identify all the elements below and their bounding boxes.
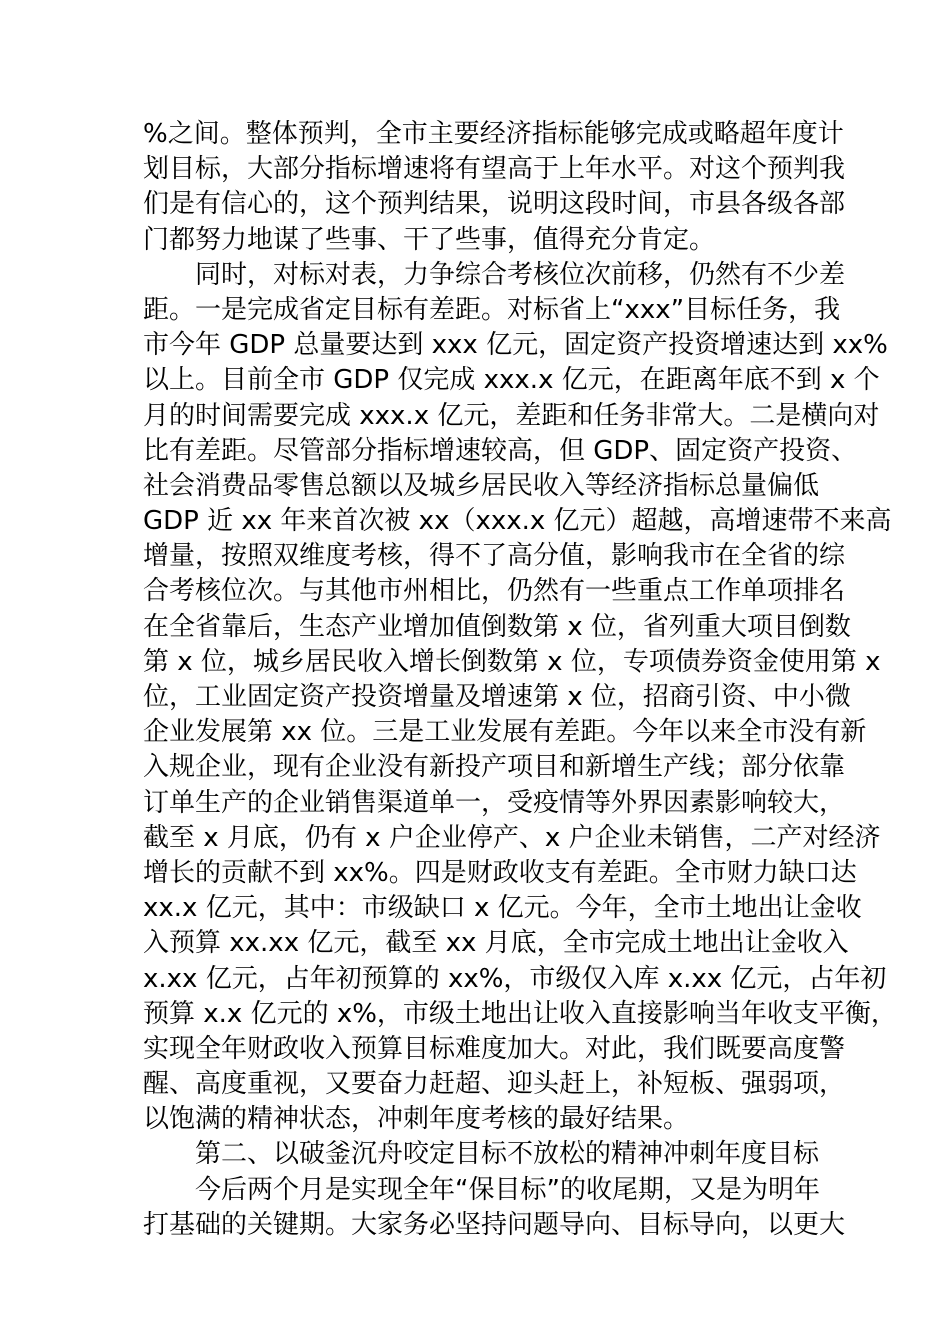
text-line: 们是有信心的，这个预判结果，说明这段时间，市县各级各部: [143, 189, 846, 220]
text-line: 醒、高度重视，又要奋力赶超、迎头赶上，补短板、强弱项，: [143, 1069, 846, 1100]
text-line: 增量，按照双维度考核，得不了高分值，影响我市在全省的综: [143, 541, 846, 572]
text-line: 入规企业，现有企业没有新投产项目和新增生产线；部分依靠: [143, 752, 846, 783]
text-line: 在全省靠后，生态产业增加值倒数第 x 位，省列重大项目倒数: [143, 611, 851, 642]
text-line: GDP 近 xx 年来首次被 xx（xxx.x 亿元）超越，高增速带不来高: [143, 506, 892, 537]
text-line: 比有差距。尽管部分指标增速较高，但 GDP、固定资产投资、: [143, 435, 858, 466]
paragraph-start-line: 今后两个月是实现全年“保目标”的收尾期，又是为明年: [143, 1174, 820, 1205]
text-line: 以上。目前全市 GDP 仅完成 xxx.x 亿元，在距离年底不到 x 个: [143, 365, 880, 396]
text-line: 企业发展第 xx 位。三是工业发展有差距。今年以来全市没有新: [143, 717, 867, 748]
text-line: 市今年 GDP 总量要达到 xxx 亿元，固定资产投资增速达到 xx%: [143, 330, 888, 361]
text-line: 社会消费品零售总额以及城乡居民收入等经济指标总量偏低: [143, 470, 820, 501]
text-line: 划目标，大部分指标增速将有望高于上年水平。对这个预判我: [143, 154, 846, 185]
text-line: 第 x 位，城乡居民收入增长倒数第 x 位，专项债券资金使用第 x: [143, 646, 881, 677]
text-line: xx.x 亿元，其中：市级缺口 x 亿元。今年，全市土地出让金收: [143, 893, 862, 924]
text-line: x.xx 亿元，占年初预算的 xx%，市级仅入库 x.xx 亿元，占年初: [143, 963, 887, 994]
text-line: 位，工业固定资产投资增量及增速第 x 位，招商引资、中小微: [143, 682, 851, 712]
body-text: [143, 117, 897, 1243]
section-heading: 第二、以破釜沉舟咬定目标不放松的精神冲刺年度目标: [143, 1139, 820, 1170]
text-line: 增长的贡献不到 xx%。四是财政收支有差距。全市财力缺口达: [143, 857, 857, 888]
text-line: 实现全年财政收入预算目标难度加大。对此，我们既要高度警: [143, 1033, 846, 1064]
text-line: 以饱满的精神状态，冲刺年度考核的最好结果。: [143, 1104, 690, 1135]
paragraph-start-line: 同时，对标对表，力争综合考核位次前移，仍然有不少差: [143, 259, 846, 290]
text-line: %之间。整体预判，全市主要经济指标能够完成或略超年度计: [143, 119, 844, 149]
text-line: 截至 x 月底，仍有 x 户企业停产、x 户企业未销售，二产对经济: [143, 822, 881, 853]
text-line: 距。一是完成省定目标有差距。对标省上“xxx”目标任务，我: [143, 294, 841, 325]
text-line: 入预算 xx.xx 亿元，截至 xx 月底，全市完成土地出让金收入: [143, 928, 849, 959]
text-line: 月的时间需要完成 xxx.x 亿元，差距和任务非常大。二是横向对: [143, 400, 880, 431]
text-line: 打基础的关键期。大家务必坚持问题导向、目标导向，以更大: [143, 1209, 846, 1240]
text-line: 订单生产的企业销售渠道单一，受疫情等外界因素影响较大，: [143, 787, 846, 818]
text-line: 预算 x.x 亿元的 x%，市级土地出让收入直接影响当年收支平衡，: [143, 998, 897, 1029]
text-line: 门都努力地谋了些事、干了些事，值得充分肯定。: [143, 224, 716, 255]
text-line: 合考核位次。与其他市州相比，仍然有一些重点工作单项排名: [143, 576, 846, 607]
